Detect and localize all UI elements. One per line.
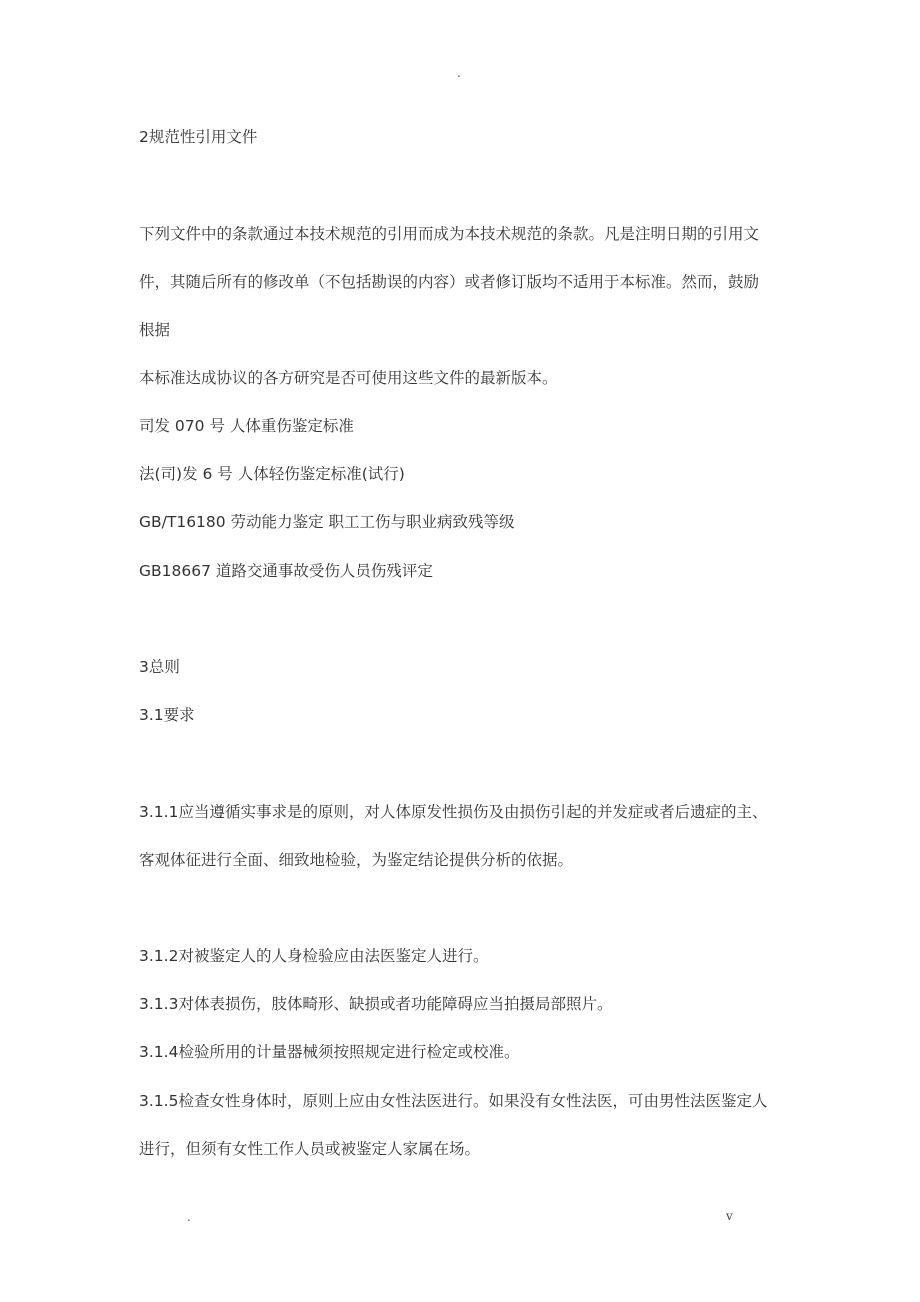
paragraph-line: 下列文件中的条款通过本技术规范的引用而成为本技术规范的条款。凡是注明日期的引用文	[139, 225, 760, 243]
reference-item: GB18667 道路交通事故受伤人员伤残评定	[139, 562, 433, 580]
paragraph-line: 本标准达成协议的各方研究是否可使用这些文件的最新版本。	[139, 369, 558, 387]
paragraph-line: 件，其随后所有的修改单（不包括勘误的内容）或者修订版均不适用于本标准。然而，鼓励	[139, 273, 760, 291]
clause-3-1-1-line: 3.1.1应当遵循实事求是的原则，对人体原发性损伤及由损伤引起的并发症或者后遗症的主、	[139, 803, 768, 821]
clause-3-1-5-line: 进行，但须有女性工作人员或被鉴定人家属在场。	[139, 1140, 481, 1158]
reference-item: GB/T16180 劳动能力鉴定 职工工伤与职业病致残等级	[139, 513, 515, 531]
footer-mark: v	[726, 1209, 733, 1223]
section-3-heading: 3总则	[139, 658, 180, 676]
paragraph-line: 根据	[139, 321, 171, 339]
section-2-heading: 2规范性引用文件	[139, 128, 258, 146]
clause-3-1-2: 3.1.2对被鉴定人的人身检验应由法医鉴定人进行。	[139, 947, 489, 965]
section-3-1-heading: 3.1要求	[139, 706, 195, 724]
clause-3-1-4: 3.1.4检验所用的计量器械须按照规定进行检定或校准。	[139, 1043, 520, 1061]
clause-3-1-1-line: 客观体征进行全面、细致地检验，为鉴定结论提供分析的依据。	[139, 851, 574, 869]
reference-item: 法(司)发 6 号 人体轻伤鉴定标准(试行)	[139, 465, 405, 483]
header-mark: .	[457, 66, 461, 80]
reference-item: 司发 070 号 人体重伤鉴定标准	[139, 417, 354, 435]
footer-dot: .	[187, 1210, 191, 1224]
clause-3-1-3: 3.1.3对体表损伤，肢体畸形、缺损或者功能障碍应当拍摄局部照片。	[139, 995, 613, 1013]
clause-3-1-5-line: 3.1.5检查女性身体时，原则上应由女性法医进行。如果没有女性法医，可由男性法医鉴定人	[139, 1092, 768, 1110]
